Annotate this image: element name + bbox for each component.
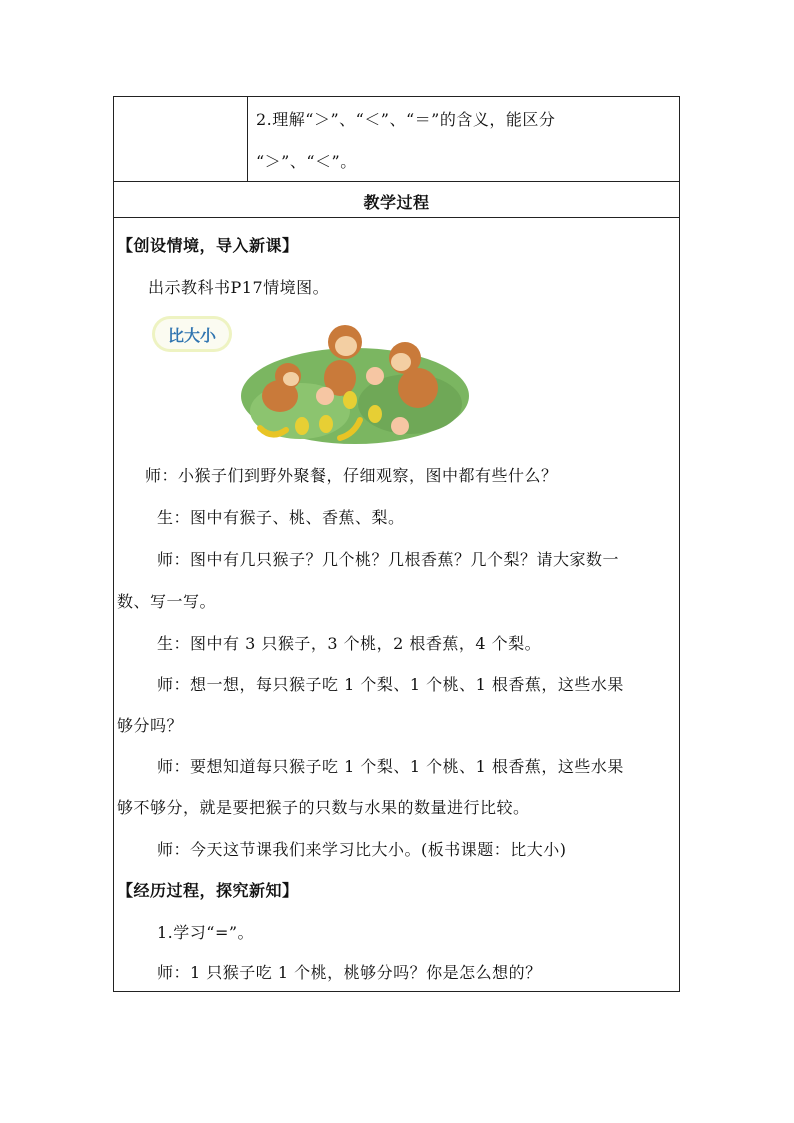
paragraph: 师：今天这节课我们来学习比大小。(板书课题：比大小) <box>157 840 567 859</box>
peach-icon <box>391 417 409 435</box>
paragraph: 够不够分，就是要把猴子的只数与水果的数量进行比较。 <box>117 798 530 817</box>
section-heading: 【创设情境，导入新课】 <box>117 236 299 255</box>
paragraph: 生：图中有 3 只猴子，3 个桃，2 根香蕉，4 个梨。 <box>157 634 542 653</box>
row-divider <box>114 181 679 182</box>
objective-item-2-line-2: “＞”、“＜”。 <box>256 152 357 171</box>
pear-icon <box>368 405 382 423</box>
paragraph: 师：1 只猴子吃 1 个桃，桃够分吗？你是怎么想的？ <box>157 963 542 982</box>
paragraph: 师：小猴子们到野外聚餐，仔细观察，图中都有些什么？ <box>145 466 558 485</box>
pear-icon <box>343 391 357 409</box>
section-heading: 【经历过程，探究新知】 <box>117 881 299 900</box>
paragraph: 师：图中有几只猴子？几个桃？几根香蕉？几个梨？请大家数一 <box>157 550 620 569</box>
paragraph: 出示教科书P17情境图。 <box>148 278 330 297</box>
paragraph: 师：要想知道每只猴子吃 1 个梨、1 个桃、1 根香蕉，这些水果 <box>157 757 624 776</box>
peach-icon <box>366 367 384 385</box>
peach-icon <box>316 387 334 405</box>
paragraph: 生：图中有猴子、桃、香蕉、梨。 <box>157 508 405 527</box>
paragraph: 数、写一写。 <box>117 592 217 611</box>
paragraph: 够分吗？ <box>117 716 184 735</box>
teaching-process-header: 教学过程 <box>363 193 430 212</box>
paragraph: 师：想一想，每只猴子吃 1 个梨、1 个桃、1 根香蕉，这些水果 <box>157 675 624 694</box>
pear-icon <box>319 415 333 433</box>
column-divider <box>247 97 248 181</box>
textbook-scene-illustration <box>240 316 470 448</box>
pear-icon <box>295 417 309 435</box>
row-divider <box>114 217 679 218</box>
objective-item-2-line-1: 2.理解“＞”、“＜”、“＝”的含义，能区分 <box>256 110 556 129</box>
lesson-title-badge: 比大小 <box>152 316 232 352</box>
paragraph: 1.学习“=”。 <box>157 923 255 942</box>
